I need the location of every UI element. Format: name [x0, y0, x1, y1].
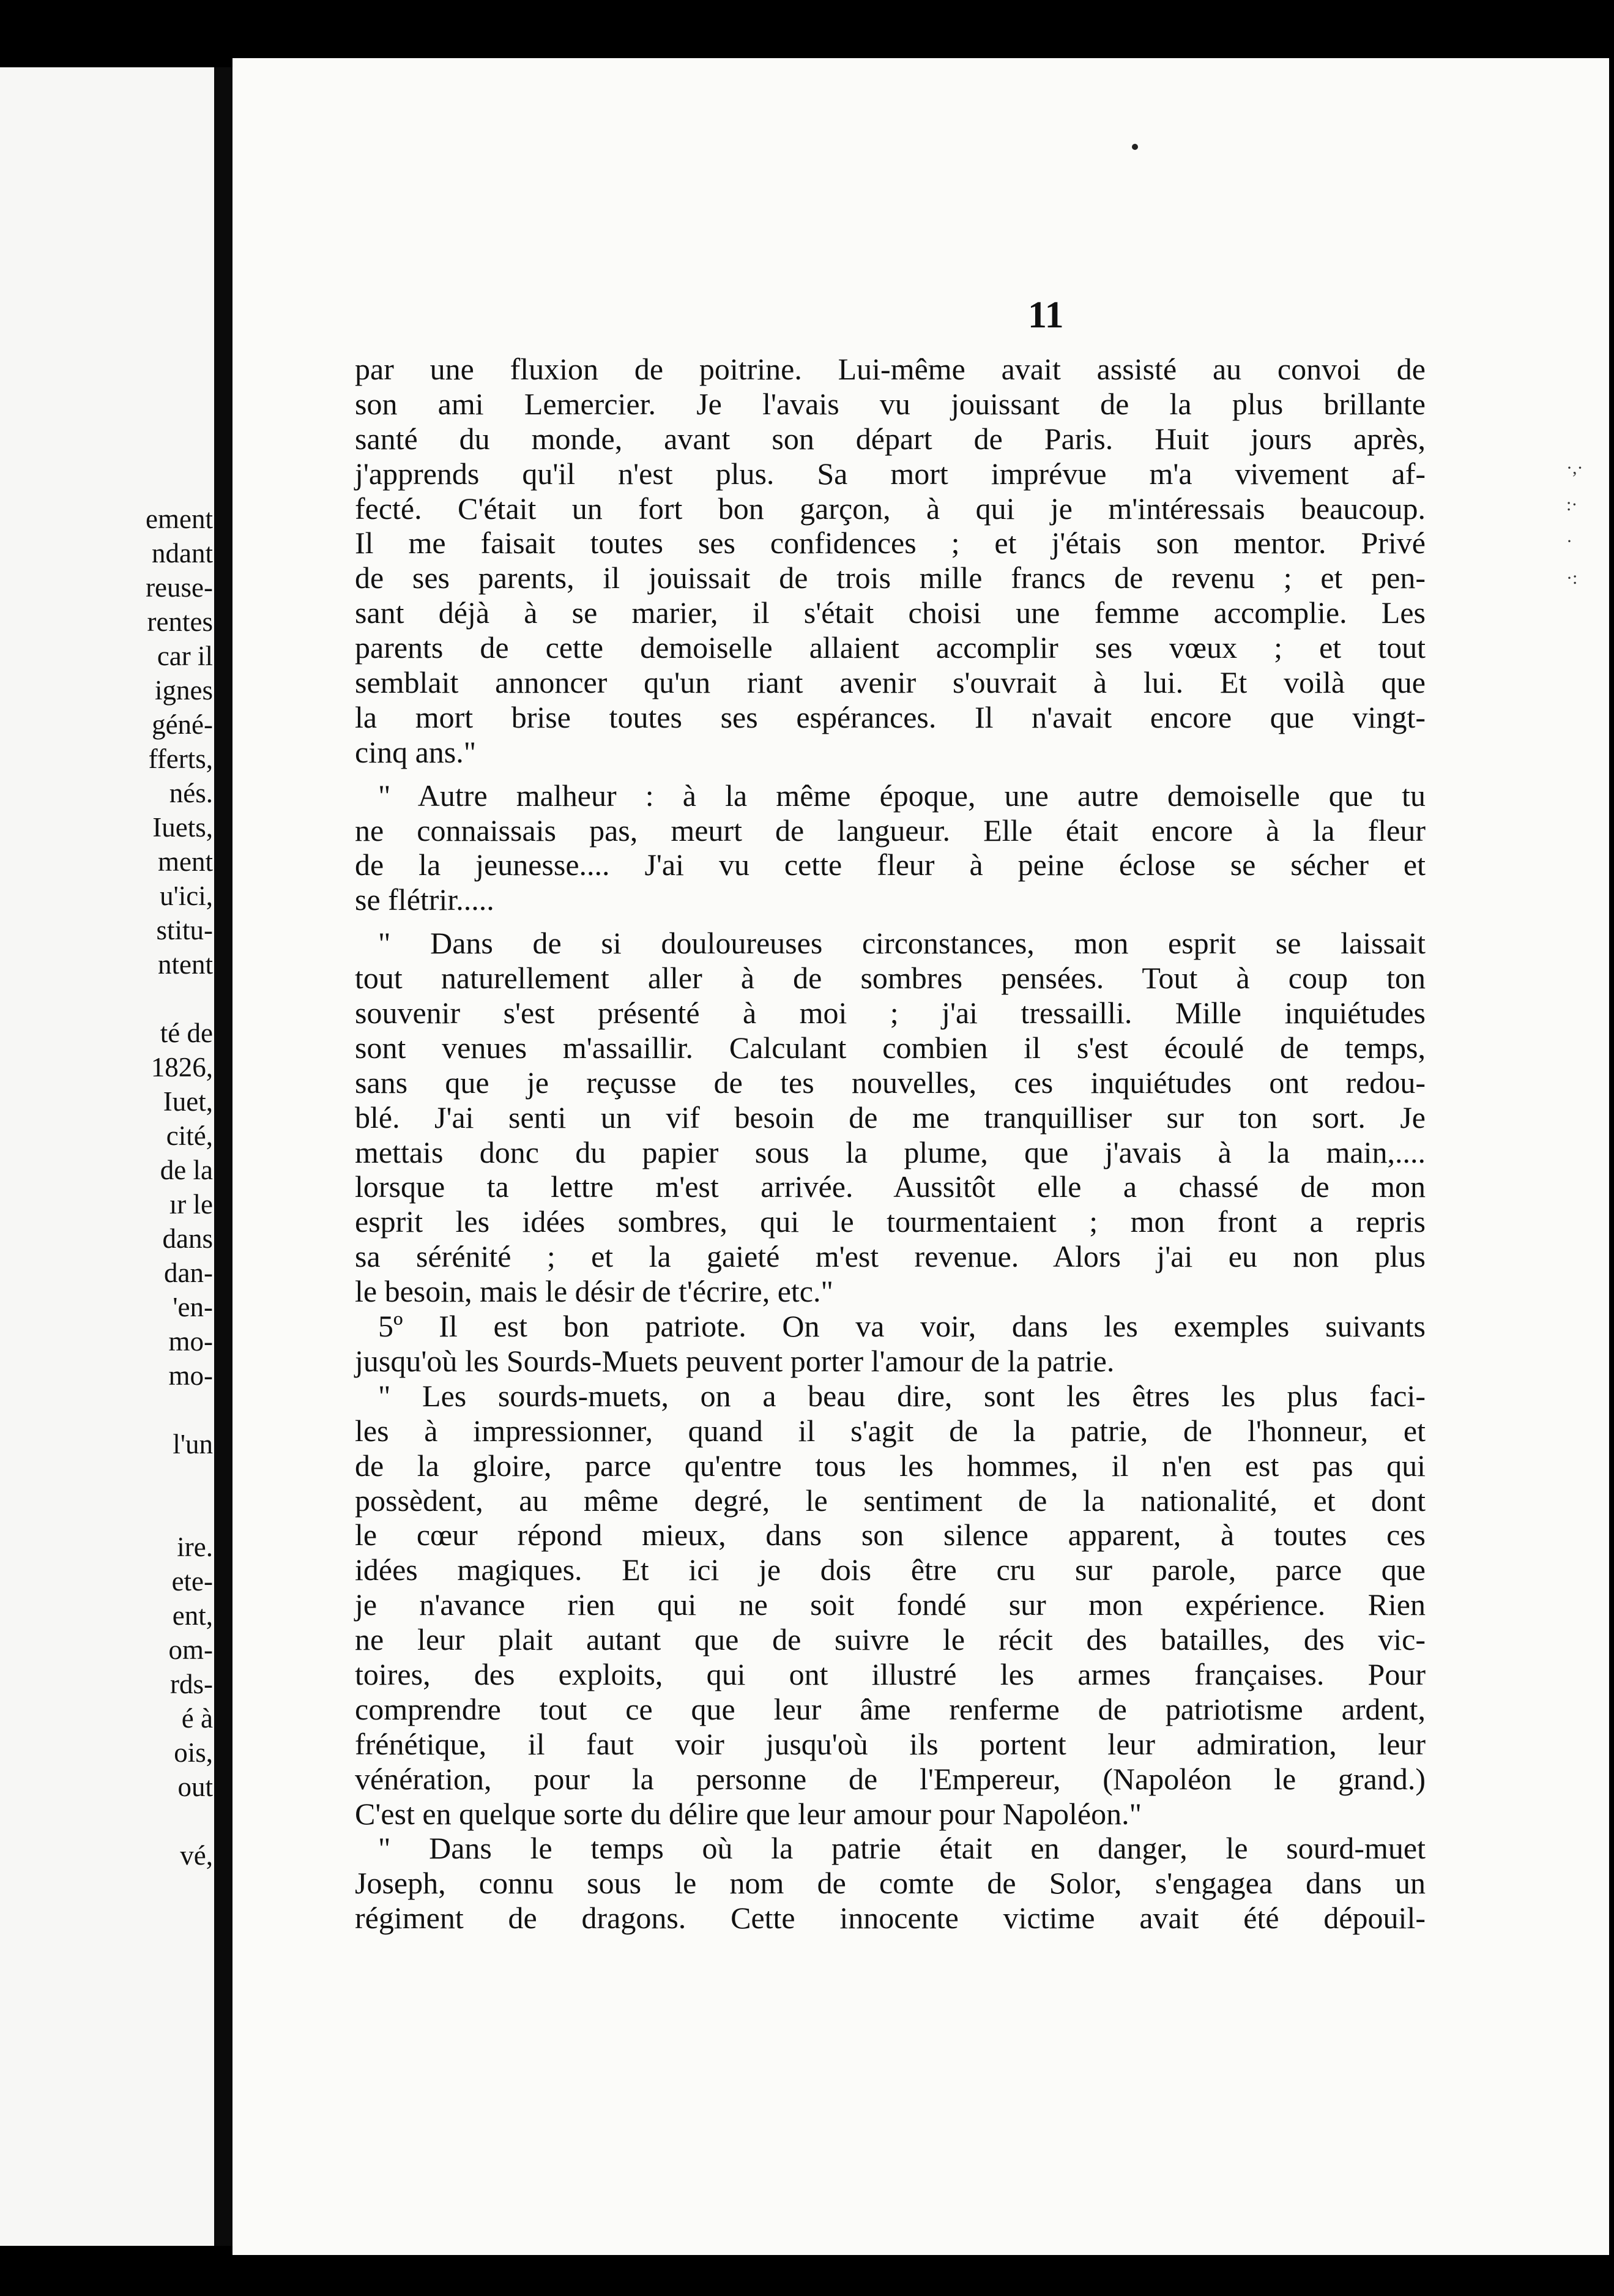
- left-text-fragment: reuse-: [146, 572, 213, 603]
- left-text-fragment: cité,: [166, 1120, 213, 1151]
- left-text-fragment: car il: [157, 641, 213, 671]
- paragraph-gap: [355, 917, 1426, 926]
- paragraph-gap: [355, 770, 1426, 778]
- left-text-fragment: ndant: [152, 538, 213, 568]
- left-text-fragment: [5, 1804, 213, 1838]
- left-text-fragment: vé,: [180, 1840, 213, 1871]
- left-text-fragment: fferts,: [148, 744, 213, 774]
- body-text: [355, 352, 1426, 1936]
- text-line: jusqu'où les Sourds-Muets peuvent porter l'amour de la patrie.: [355, 1343, 1115, 1378]
- left-text-fragment: géné-: [152, 709, 213, 740]
- left-text-fragment: ment: [158, 846, 213, 877]
- left-text-fragment: om-: [168, 1634, 213, 1665]
- left-text-fragment: ignes: [155, 675, 213, 706]
- text-line: toires, des exploits, qui ont illustré les armes françaises. Pour: [355, 1657, 1426, 1691]
- text-line: sans que je reçusse de tes nouvelles, ces inquiétudes ont redou-: [355, 1065, 1426, 1100]
- text-line: esprit les idées sombres, qui le tourmentaient ; mon front a repris: [355, 1204, 1426, 1239]
- left-text-fragment: ır le: [169, 1189, 213, 1220]
- left-text-fragment: l'un: [173, 1429, 213, 1459]
- text-line: Il me faisait toutes ses confidences ; et j'étais son mentor. Privé: [355, 526, 1426, 561]
- text-line: de ses parents, il jouissait de trois mille francs de revenu ; et pen-: [355, 561, 1426, 595]
- text-line: 5º Il est bon patriote. On va voir, dans les exemples suivants: [378, 1309, 1426, 1344]
- left-text-fragment: de la: [160, 1155, 213, 1185]
- text-line: comprendre tout ce que leur âme renferme de patriotisme ardent,: [355, 1691, 1426, 1726]
- left-text-fragment: 'en-: [173, 1292, 213, 1322]
- left-text-fragment: é à: [181, 1703, 213, 1734]
- text-line: lorsque ta lettre m'est arrivée. Aussitôt elle a chassé de mon: [355, 1169, 1426, 1204]
- text-line: cinq ans.": [355, 734, 477, 769]
- text-line: " Dans le temps où la patrie était en danger, le sourd-muet: [378, 1831, 1426, 1866]
- left-text-fragment: [5, 1496, 213, 1530]
- left-text-fragment: té de: [160, 1018, 213, 1048]
- left-text-fragment: ement: [146, 504, 213, 534]
- text-line: régiment de dragons. Cette innocente victime avait été dépouil-: [355, 1901, 1426, 1936]
- left-text-fragment: mo-: [168, 1360, 213, 1391]
- left-text-fragment: ete-: [171, 1566, 213, 1597]
- left-text-fragment: [5, 1393, 213, 1427]
- left-text-fragment: dan-: [164, 1258, 213, 1288]
- text-line: mettais donc du papier sous la plume, que j'avais à la main,....: [355, 1135, 1426, 1169]
- left-text-fragment: u'ici,: [160, 881, 213, 911]
- left-text-fragment: ire.: [177, 1532, 213, 1562]
- book-gutter: [214, 67, 232, 2246]
- left-text-fragment: out: [177, 1772, 213, 1802]
- text-line: sa sérénité ; et la gaieté m'est revenue. Alors j'ai eu non plus: [355, 1239, 1426, 1274]
- left-text-fragment: dans: [162, 1223, 213, 1254]
- left-text-fragment: ent,: [172, 1600, 213, 1631]
- left-text-fragment: Iuets,: [152, 812, 213, 843]
- left-text-fragment: Iuet,: [163, 1086, 213, 1117]
- text-line: sont venues m'assaillir. Calculant combien il s'est écoulé de temps,: [355, 1030, 1426, 1065]
- text-line: " Les sourds-muets, on a beau dire, sont les êtres les plus faci-: [378, 1378, 1426, 1413]
- text-line: C'est en quelque sorte du délire que leur amour pour Napoléon.": [355, 1796, 1142, 1831]
- page-number: 11: [1028, 294, 1064, 336]
- text-line: se flétrir.....: [355, 882, 494, 917]
- text-line: ne leur plait autant que de suivre le récit des batailles, des vic-: [355, 1622, 1426, 1657]
- left-text-fragment: stitu-: [156, 915, 213, 945]
- text-line: par une fluxion de poitrine. Lui-même avait assisté au convoi de: [355, 352, 1426, 386]
- left-text-fragment: ntent: [158, 949, 213, 980]
- text-line: les à impressionner, quand il s'agit de la patrie, de l'honneur, et: [355, 1413, 1426, 1448]
- left-text-fragment: [5, 982, 213, 1016]
- left-text-fragment: mo-: [168, 1326, 213, 1357]
- text-line: " Dans de si douloureuses circonstances, mon esprit se laissait: [378, 926, 1426, 961]
- text-line: possèdent, au même degré, le sentiment de la nationalité, et dont: [355, 1483, 1426, 1518]
- text-line: sant déjà à se marier, il s'était choisi une femme accomplie. Les: [355, 595, 1426, 630]
- text-line: de la jeunesse.... J'ai vu cette fleur à peine éclose se sécher et: [355, 848, 1426, 882]
- text-line: le cœur répond mieux, dans son silence apparent, à toutes ces: [355, 1518, 1426, 1552]
- text-line: tout naturellement aller à de sombres pensées. Tout à coup ton: [355, 961, 1426, 996]
- text-line: parents de cette demoiselle allaient accomplir ses vœux ; et tout: [355, 630, 1426, 665]
- text-line: j'apprends qu'il n'est plus. Sa mort imprévue m'a vivement af-: [355, 456, 1426, 491]
- left-text-fragment: rentes: [147, 606, 213, 637]
- text-line: " Autre malheur : à la même époque, une autre demoiselle que tu: [378, 778, 1426, 813]
- text-line: fecté. C'était un fort bon garçon, à qui je m'intéressais beaucoup.: [355, 491, 1426, 526]
- left-text-fragment: rds-: [170, 1669, 213, 1699]
- left-text-fragment: ois,: [174, 1737, 213, 1768]
- text-line: frénétique, il faut voir jusqu'où ils portent leur admiration, leur: [355, 1726, 1426, 1761]
- left-text-fragment: 1826,: [151, 1052, 213, 1083]
- left-page-text-fragments: [5, 502, 213, 1873]
- ink-speck: [1132, 144, 1138, 150]
- left-page-edge: [0, 67, 214, 2246]
- left-text-fragment: [5, 1461, 213, 1496]
- text-line: de la gloire, parce qu'entre tous les hommes, il n'en est pas qui: [355, 1448, 1426, 1483]
- text-line: je n'avance rien qui ne soit fondé sur mon expérience. Rien: [355, 1587, 1426, 1622]
- text-line: le besoin, mais le désir de t'écrire, etc.": [355, 1274, 833, 1309]
- text-line: souvenir s'est présenté à moi ; j'ai tressailli. Mille inquiétudes: [355, 996, 1426, 1031]
- text-line: blé. J'ai senti un vif besoin de me tranquilliser sur ton sort. Je: [355, 1100, 1426, 1135]
- text-line: santé du monde, avant son départ de Paris. Huit jours après,: [355, 421, 1426, 456]
- margin-specks: ·,· :· · ·:: [1566, 458, 1583, 588]
- text-line: la mort brise toutes ses espérances. Il n'avait encore que vingt-: [355, 699, 1426, 734]
- text-line: son ami Lemercier. Je l'avais vu jouissant de la plus brillante: [355, 386, 1426, 421]
- right-page: [232, 58, 1609, 2255]
- left-text-fragment: nés.: [169, 778, 213, 808]
- text-line: Joseph, connu sous le nom de comte de Solor, s'engagea dans un: [355, 1866, 1426, 1901]
- text-line: ne connaissais pas, meurt de langueur. Elle était encore à la fleur: [355, 813, 1426, 848]
- text-line: vénération, pour la personne de l'Empereur, (Napoléon le grand.): [355, 1761, 1426, 1796]
- text-line: semblait annoncer qu'un riant avenir s'ouvrait à lui. Et voilà que: [355, 665, 1426, 700]
- text-line: idées magiques. Et ici je dois être cru sur parole, parce que: [355, 1552, 1426, 1587]
